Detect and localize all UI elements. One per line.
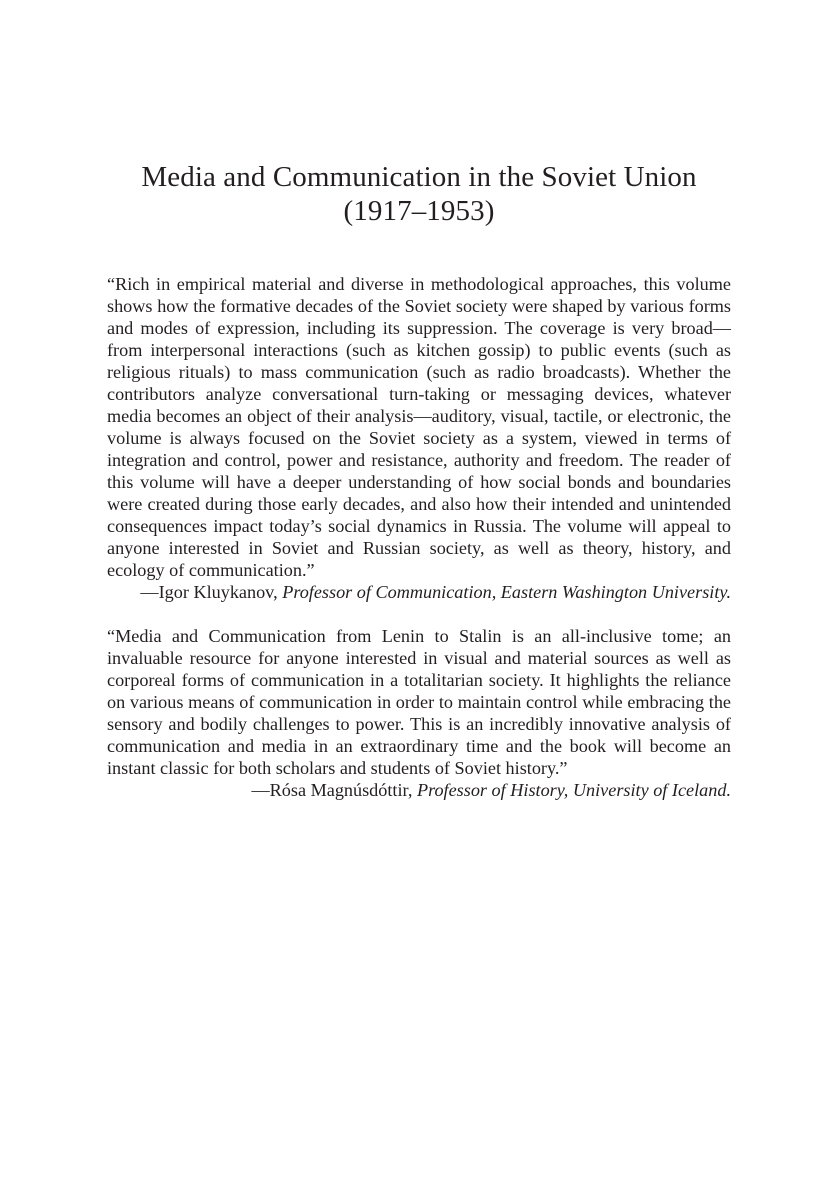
endorsement-2 [107, 625, 731, 801]
endorser-name: —Igor Kluykanov, [140, 582, 283, 602]
book-title-line-2: (1917–1953) [343, 195, 495, 227]
front-matter-page [107, 160, 731, 801]
endorsement-attribution [107, 581, 731, 603]
book-title-line-1: Media and Communication in the Soviet Union [141, 161, 697, 193]
endorsement-1 [107, 273, 731, 603]
endorser-position: Professor of Communication, Eastern Washington University. [282, 582, 731, 602]
book-title [107, 160, 731, 228]
endorsements [107, 273, 731, 801]
endorser-name: —Rósa Magnúsdóttir, [251, 780, 417, 800]
spacer [107, 603, 731, 625]
endorsement-quote: “Media and Communication from Lenin to Stalin is an all-inclusive tome; an invaluable resource for anyone interested in visual and material sources as well as corporeal forms of communication in a totalitarian society. It highlights the reliance on various means of communication in order to maintain control while embracing the sensory and bodily challenges to power. This is an incredibly innovative analysis of communication and media in an extraordinary time and the book will become an instant classic for both scholars and students of Soviet history.” [107, 626, 731, 778]
endorsement-quote: “Rich in empirical material and diverse in methodological approaches, this volume shows how the formative decades of the Soviet society were shaped by various forms and modes of expression, including its suppression. The coverage is very broad—from interpersonal interactions (such as kitchen gossip) to public events (such as religious rituals) to mass communication (such as radio broadcasts). Whether the contributors analyze conversational turn-taking or messaging devices, whatever media becomes an object of their analysis—auditory, visual, tactile, or electronic, the volume is always focused on the Soviet society as a system, viewed in terms of integration and control, power and resistance, authority and freedom. The reader of this volume will have a deeper understanding of how social bonds and boundaries were created during those early decades, and also how their intended and unintended consequences impact today’s social dynamics in Russia. The volume will appeal to anyone interested in Soviet and Russian society, as well as theory, history, and ecology of communication.” [107, 274, 731, 580]
endorser-position: Professor of History, University of Iceland. [416, 780, 731, 800]
endorsement-attribution [107, 779, 731, 801]
